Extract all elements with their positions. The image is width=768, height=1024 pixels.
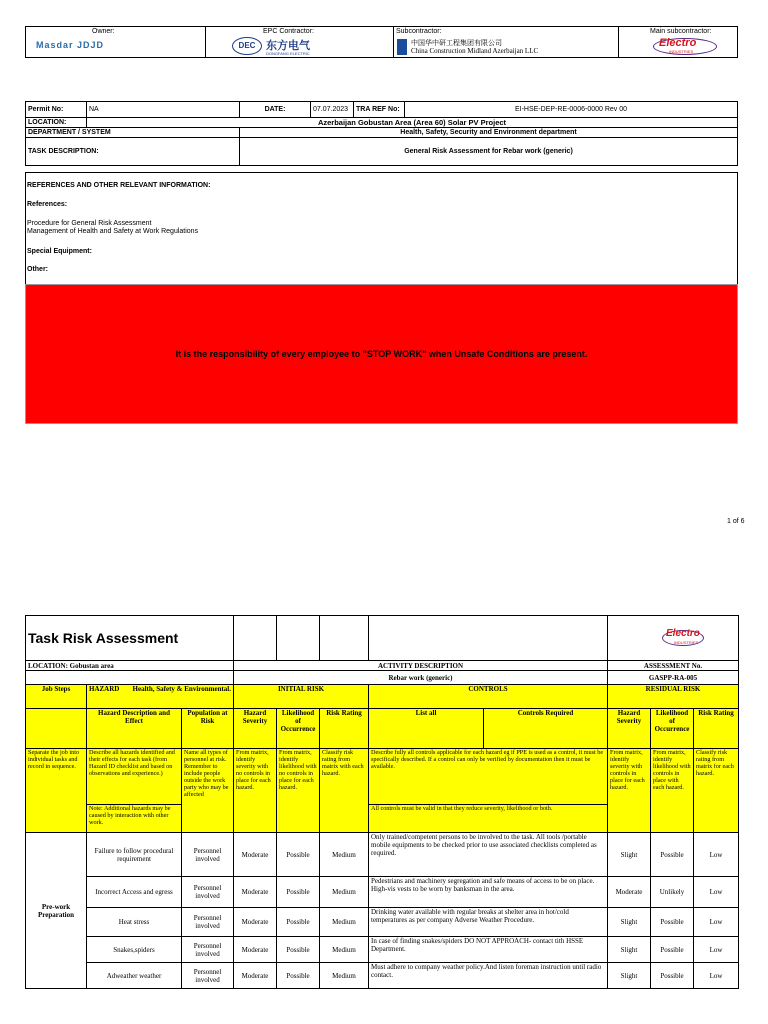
references-box <box>25 172 738 286</box>
col-hazard-sub: Health, Safety & Environmental. <box>132 685 231 693</box>
risk-assessment-table <box>25 615 739 989</box>
res-likelihood-cell: Possible <box>651 963 694 989</box>
title-blank-cell <box>277 616 320 661</box>
hazard-cell: Adweather weather <box>87 963 182 989</box>
tra-label: TRA REF No: <box>354 102 405 118</box>
likelihood-cell: Possible <box>277 937 320 963</box>
inst-res-likelihood: From matrix, identify likelihood with controls in place with each hazard. <box>651 749 694 833</box>
controls-cell: Only trained/competent persons to be involved to the task. All tools /portable mobile equipments to be checked prior to use associated checklists completed as required. <box>369 833 608 877</box>
department-label: DEPARTMENT / SYSTEM <box>26 128 240 138</box>
table-row <box>26 877 739 908</box>
sub-rating: Risk Rating <box>320 709 369 749</box>
table-row <box>26 937 739 963</box>
cscec-logo-icon <box>397 39 407 55</box>
sub-res-severity: Hazard Severity <box>608 709 651 749</box>
sub-likelihood: Likelihood of Occurrence <box>277 709 320 749</box>
sub-hazard-desc: Hazard Description and Effect <box>87 709 182 749</box>
inst-likelihood: From matrix, identify likelihood with no controls in place for each hazard. <box>277 749 320 833</box>
department-value: Health, Safety, Security and Environment department <box>240 128 738 138</box>
col-hazard-label: HAZARD <box>89 685 120 693</box>
epc-logo-en: DONGFANG ELECTRIC <box>266 51 310 56</box>
hazard-cell: Failure to follow procedural requirement <box>87 833 182 877</box>
rating-cell: Medium <box>320 877 369 908</box>
permit-table <box>25 101 738 166</box>
electro-logo-sub: INDUSTRIES <box>674 640 699 645</box>
inst-controls-note: All controls must be valid in that they reduce severity, likelihood or both. <box>369 805 608 833</box>
dec-logo-icon: DEC <box>232 37 262 55</box>
activity-heading: ACTIVITY DESCRIPTION <box>234 661 608 671</box>
owner-cell <box>26 27 206 58</box>
main-sub-label: Main subcontractor: <box>650 28 712 35</box>
blank-cell <box>26 671 234 685</box>
severity-cell: Moderate <box>234 908 277 937</box>
controls-cell: Must adhere to company weather policy.And listen foreman instruction until radio contact. <box>369 963 608 989</box>
severity-cell: Moderate <box>234 963 277 989</box>
electro-logo-sub: INDUSTRIES <box>669 49 694 54</box>
inst-severity: From matrix, identify severity with no controls in place for each hazard. <box>234 749 277 833</box>
references-heading: REFERENCES AND OTHER RELEVANT INFORMATION: <box>27 182 211 189</box>
page-number: 1 of 6 <box>727 518 745 525</box>
stop-work-text: It is the responsibility of every employee to "STOP WORK" when Unsafe Conditions are present. <box>175 349 588 359</box>
col-job-steps: Job Steps <box>26 685 87 709</box>
table-row <box>26 963 739 989</box>
severity-cell: Moderate <box>234 833 277 877</box>
permit-value: NA <box>87 102 240 118</box>
population-cell: Personnel involved <box>182 963 234 989</box>
tra-title: Task Risk Assessment <box>26 616 234 661</box>
severity-cell: Moderate <box>234 877 277 908</box>
contractors-header <box>25 26 738 58</box>
res-likelihood-cell: Possible <box>651 908 694 937</box>
col-initial-risk: INITIAL RISK <box>234 685 369 709</box>
activity-value: Rebar work (generic) <box>234 671 608 685</box>
col-hazard <box>87 685 234 709</box>
sub-population: Population at Risk <box>182 709 234 749</box>
epc-logo-cn: 东方电气 <box>266 40 310 52</box>
electro-logo-text: Electro <box>659 37 697 49</box>
sub-res-likelihood: Likelihood of Occurrence <box>651 709 694 749</box>
epc-label: EPC Contractor: <box>263 28 314 35</box>
res-rating-cell: Low <box>694 937 739 963</box>
col-controls: CONTROLS <box>369 685 608 709</box>
assessment-heading: ASSESSMENT No. <box>608 661 739 671</box>
location-label: LOCATION: <box>26 118 87 128</box>
res-rating-cell: Low <box>694 908 739 937</box>
res-rating-cell: Low <box>694 833 739 877</box>
subcontractor-cell <box>394 27 619 58</box>
res-severity-cell: Slight <box>608 937 651 963</box>
step-label: Pre-work Preparation <box>26 833 87 989</box>
res-rating-cell: Low <box>694 963 739 989</box>
task-value: General Risk Assessment for Rebar work (generic) <box>240 138 738 166</box>
other-label: Other: <box>27 266 48 273</box>
rating-cell: Medium <box>320 963 369 989</box>
population-cell: Personnel involved <box>182 833 234 877</box>
electro-logo-text: Electro <box>666 628 700 639</box>
blank-cell <box>26 709 87 749</box>
rating-cell: Medium <box>320 937 369 963</box>
owner-label: Owner: <box>92 28 115 35</box>
rating-cell: Medium <box>320 833 369 877</box>
table-row <box>26 908 739 937</box>
main-subcontractor-cell <box>619 27 738 58</box>
title-blank-cell <box>320 616 369 661</box>
inst-job-steps: Separate the job into individual tasks and record in sequence. <box>26 749 87 833</box>
date-label: DATE: <box>240 102 311 118</box>
permit-label: Permit No: <box>26 102 87 118</box>
inst-hazard: Describe all hazards identified and their effects for each task (from Hazard ID checklist and based on observations and experience.) <box>87 749 182 805</box>
epc-cell <box>206 27 394 58</box>
hazard-cell: Snakes,spiders <box>87 937 182 963</box>
population-cell: Personnel involved <box>182 937 234 963</box>
controls-cell: Drinking water available with regular breaks at shelter area in hot/cold temperatures as per company Adverse Weather Procedure. <box>369 908 608 937</box>
res-likelihood-cell: Possible <box>651 937 694 963</box>
sub-severity: Hazard Severity <box>234 709 277 749</box>
res-severity-cell: Slight <box>608 908 651 937</box>
sub-controls-required: Controls Required <box>484 709 608 749</box>
sub-logo-en: China Construction Midland Azerbaijan LLC <box>411 47 539 55</box>
severity-cell: Moderate <box>234 937 277 963</box>
table-row <box>26 833 739 877</box>
col-residual-risk: RESIDUAL RISK <box>608 685 739 709</box>
sub-logo-cn: 中国华中研工程集团有限公司 <box>411 39 502 47</box>
special-equipment-label: Special Equipment: <box>27 248 92 255</box>
controls-cell: In case of finding snakes/spiders DO NOT APPROACH- contact tith HSSE Department. <box>369 937 608 963</box>
likelihood-cell: Possible <box>277 877 320 908</box>
sub-list-all: List all <box>369 709 484 749</box>
title-blank-cell <box>369 616 608 661</box>
title-blank-cell <box>234 616 277 661</box>
owner-logos: Masdar JDJD <box>36 40 105 50</box>
stop-work-banner <box>25 284 738 424</box>
tra-value: EI-HSE-DEP-RE-0006-0000 Rev 00 <box>405 102 738 118</box>
hazard-cell: Heat stress <box>87 908 182 937</box>
inst-controls: Describe fully all controls applicable for each hazard eg if PPE is used as a control, it must be specifically described. If a control can only be verified by documentation then it must be available. <box>369 749 608 805</box>
tra-location: LOCATION: Gobustan area <box>26 661 234 671</box>
res-severity-cell: Moderate <box>608 877 651 908</box>
res-likelihood-cell: Possible <box>651 833 694 877</box>
reference-item: Procedure for General Risk Assessment <box>27 220 152 227</box>
inst-hazard-note: Note: Additional hazards may be caused by interaction with other work. <box>87 805 182 833</box>
controls-cell: Pedestrians and machinery segregation and safe means of access to be on place. High-vis vests to be worn by banksman in the area. <box>369 877 608 908</box>
date-value: 07.07.2023 <box>311 102 354 118</box>
assessment-value: GASPP-RA-005 <box>608 671 739 685</box>
res-rating-cell: Low <box>694 877 739 908</box>
reference-item: Management of Health and Safety at Work Regulations <box>27 228 199 235</box>
res-likelihood-cell: Unlikely <box>651 877 694 908</box>
population-cell: Personnel involved <box>182 908 234 937</box>
res-severity-cell: Slight <box>608 833 651 877</box>
task-label: TASK DESCRIPTION: <box>26 138 240 166</box>
population-cell: Personnel involved <box>182 877 234 908</box>
location-value: Azerbaijan Gobustan Area (Area 60) Solar PV Project <box>87 118 738 128</box>
references-label: References: <box>27 201 68 208</box>
sub-res-rating: Risk Rating <box>694 709 739 749</box>
inst-population: Name all types of personnel at risk. Remember to include people outside the work party who may be affected <box>182 749 234 833</box>
inst-res-rating: Classify risk rating from matrix for each hazard. <box>694 749 739 833</box>
hazard-cell: Incorrect Access and egress <box>87 877 182 908</box>
subcontractor-label: Subcontractor: <box>396 28 442 35</box>
likelihood-cell: Possible <box>277 963 320 989</box>
inst-res-severity: From matrix, identify severity with controls in place for each hazard. <box>608 749 651 833</box>
inst-rating: Classify risk rating from matrix with each hazard. <box>320 749 369 833</box>
rating-cell: Medium <box>320 908 369 937</box>
res-severity-cell: Slight <box>608 963 651 989</box>
likelihood-cell: Possible <box>277 833 320 877</box>
tra-logo-cell <box>608 616 739 661</box>
likelihood-cell: Possible <box>277 908 320 937</box>
